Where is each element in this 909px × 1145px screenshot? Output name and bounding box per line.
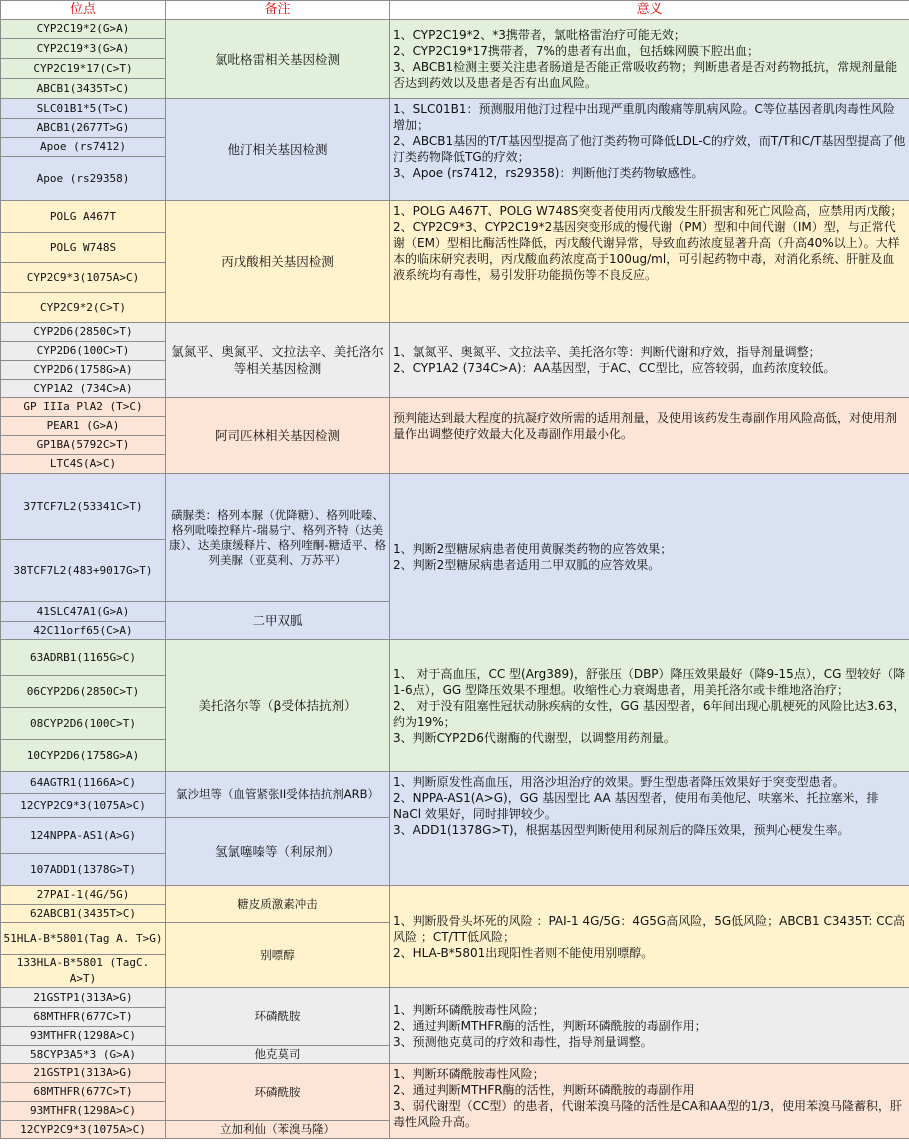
site-cell: CYP1A2 (734C>A)	[1, 380, 166, 398]
site-cell: 51HLA-B*5801(Tag A. T>G)	[1, 923, 166, 955]
site-cell: 41SLC47A1(G>A)	[1, 602, 166, 622]
site-cell: GP1BA(5792C>T)	[1, 436, 166, 455]
site-cell: PEAR1 (G>A)	[1, 417, 166, 436]
site-cell: 58CYP3A5*3 (G>A)	[1, 1046, 166, 1064]
site-cell: SLC01B1*5(T>C)	[1, 99, 166, 119]
site-cell: 64AGTR1(1166A>C)	[1, 772, 166, 794]
site-cell: CYP2C9*3(1075A>C)	[1, 263, 166, 293]
meaning-line: 1、POLG A467T、POLG W748S突变者使用丙戊酸发生肝损害和死亡风险高，应禁用丙戊酸；	[393, 204, 903, 218]
meaning-line: 2、ABCB1基因的T/T基因型提高了他汀类药物可降低LDL-C的疗效，而T/T和C/T基因型提高了他汀类药物降低TG的疗效；	[393, 134, 906, 164]
meaning-line: 1、SLC01B1：预测服用他汀过程中出现严重肌肉酸痛等肌病风险。C等位基因者肌肉毒性风险增加；	[393, 102, 895, 132]
site-cell: 68MTHFR(677C>T)	[1, 1083, 166, 1102]
site-cell: 124NPPA-AS1(A>G)	[1, 818, 166, 854]
meaning-cell	[390, 323, 909, 398]
site-cell: 10CYP2D6(1758G>A)	[1, 740, 166, 772]
site-cell: CYP2D6(2850C>T)	[1, 323, 166, 342]
site-cell: 107ADD1(1378G>T)	[1, 854, 166, 886]
meaning-cell	[390, 201, 909, 323]
meaning-line: 1、判断2型糖尿病患者使用黄脲类药物的应答效果；	[393, 541, 673, 556]
site-cell: 133HLA-B*5801 (TagC. A>T)	[1, 955, 166, 988]
note-cell: 氢氯噻嗪等（利尿剂）	[166, 818, 390, 886]
header-note: 备注	[166, 1, 390, 20]
site-cell: CYP2C19*17(C>T)	[1, 59, 166, 79]
site-cell: POLG W748S	[1, 233, 166, 263]
meaning-cell	[390, 20, 909, 99]
meaning-cell	[390, 772, 909, 886]
meaning-line: 1、判断环磷酰胺毒性风险；	[393, 1002, 545, 1017]
meaning-line: 2、NPPA-AS1(A>G)，GG 基因型比 AA 基因型者，使用布美他尼、呋塞米、托拉塞米，排 NaCl 效果好，同时排钾较少。	[393, 791, 879, 821]
note-cell: 糖皮质激素冲击	[166, 886, 390, 923]
site-cell: 93MTHFR(1298A>C)	[1, 1027, 166, 1046]
note-cell: 二甲双胍	[166, 602, 390, 640]
meaning-line: 2、CYP2C19*17携带者，7%的患者有出血，包括蛛网膜下腔出血；	[393, 44, 759, 58]
meaning-line: 2、CYP1A2 (734C>A)：AA基因型，于AC、CC型比，应答较弱，血药浓度较低。	[393, 361, 836, 375]
note-cell: 磺脲类：格列本脲（优降糖）、格列吡嗪、格列吡嗪控释片-瑞易宁、格列齐特（达美康）、达美康缓释片、格列喹酮-糖适平、格列美脲（亚莫利、万苏平）	[166, 474, 390, 602]
site-cell: ABCB1(2677T>G)	[1, 119, 166, 138]
site-cell: Apoe (rs29358)	[1, 157, 166, 201]
site-cell: 08CYP2D6(100C>T)	[1, 708, 166, 740]
note-cell: 氯吡格雷相关基因检测	[166, 20, 390, 99]
meaning-line: 3、弱代谢型（CC型）的患者，代谢苯溴马隆的活性是CA和AA型的1/3，使用苯溴马隆蓄积，肝毒性风险升高。	[393, 1099, 903, 1129]
meaning-line: 3、预测他克莫司的疗效和毒性，指导剂量调整。	[393, 1034, 653, 1049]
meaning-cell	[390, 640, 909, 772]
site-cell: 62ABCB1(3435T>C)	[1, 905, 166, 923]
meaning-line: 3、ABCB1检测主要关注患者肠道是否能正常吸收药物；判断患者是否对药物抵抗，常规剂量能否达到药效以及患者是否有出血风险。	[393, 60, 898, 90]
meaning-cell	[390, 474, 909, 640]
meaning-cell	[390, 398, 909, 474]
site-cell: 93MTHFR(1298A>C)	[1, 1102, 166, 1121]
meaning-line: 3、ADD1(1378G>T)，根据基因型判断使用利尿剂后的降压效果，预判心梗发生率。	[393, 823, 850, 837]
meaning-line: 1、判断原发性高血压，用洛沙坦治疗的效果。野生型患者降压效果好于突变型患者。	[393, 775, 845, 789]
header-site: 位点	[1, 1, 166, 20]
header-row	[1, 1, 909, 20]
site-cell: 42C11orf65(C>A)	[1, 622, 166, 640]
site-cell: CYP2C19*2(G>A)	[1, 20, 166, 39]
site-cell: 27PAI-1(4G/5G)	[1, 886, 166, 905]
meaning-cell	[390, 988, 909, 1064]
site-cell: LTC4S(A>C)	[1, 455, 166, 474]
meaning-line: 1、判断环磷酰胺毒性风险；	[393, 1067, 545, 1081]
note-cell: 阿司匹林相关基因检测	[166, 398, 390, 474]
site-cell: CYP2C9*2(C>T)	[1, 293, 166, 323]
note-cell: 美托洛尔等（β受体拮抗剂）	[166, 640, 390, 772]
meaning-cell	[390, 886, 909, 988]
meaning-line: 2、HLA-B*5801出现阳性者则不能使用别嘌醇。	[393, 945, 654, 960]
note-cell: 立加利仙（苯溴马隆）	[166, 1121, 390, 1139]
note-cell: 环磷酰胺	[166, 988, 390, 1046]
meaning-line: 2、通过判断MTHFR酶的活性，判断环磷酰胺的毒副作用；	[393, 1018, 707, 1033]
meaning-line: 3、Apoe (rs7412，rs29358)：判断他汀类药物敏感性。	[393, 166, 704, 180]
site-cell: 12CYP2C9*3(1075A>C)	[1, 1121, 166, 1139]
meaning-line: 1、CYP2C19*2、*3携带者，氯吡格雷治疗可能无效；	[393, 28, 686, 42]
site-cell: 21GSTP1(313A>G)	[1, 988, 166, 1008]
meaning-line: 2、CYP2C9*3、CYP2C19*2基因突变形成的慢代谢（PM）型和中间代谢（IM）型，与正常代谢（EM）型相比酶活性降低，丙戊酸代谢异常，导致血药浓度显著升高（升高40%以上）。大样本的临床研究表明，丙戊酸血药浓度高于100ug/ml，可引起药物中毒，对消化系统、肝脏及血液系统均有毒性，易引发肝功能损伤等不良反应。	[393, 220, 900, 282]
meaning-cell	[390, 99, 909, 201]
note-cell: 别嘌醇	[166, 923, 390, 988]
meaning-line: 1、判断股骨头坏死的风险 ：PAI-1 4G/5G：4G5G高风险，5G低风险；ABCB1 C3435T: CC高风险 ；CT/TT低风险；	[393, 913, 905, 944]
site-cell: CYP2D6(100C>T)	[1, 342, 166, 361]
site-cell: GP IIIa PlA2 (T>C)	[1, 398, 166, 417]
site-cell: Apoe (rs7412)	[1, 138, 166, 157]
meaning-line: 1、 对于高血压，CC 型(Arg389)，舒张压（DBP）降压效果最好（降9-15点），CG 型较好（降1-6点），GG 型降压效果不理想。收缩性心力衰竭患者，用美托洛尔或卡维地洛治疗；	[393, 666, 906, 697]
site-cell: 38TCF7L2(483+9017G>T)	[1, 540, 166, 602]
meaning-line: 2、 对于没有阻塞性冠状动脉疾病的女性，GG 基因型者，6年间出现心肌梗死的风险比达3.63，约为19%；	[393, 698, 906, 729]
site-cell: CYP2C19*3(G>A)	[1, 39, 166, 59]
note-cell: 氯沙坦等（血管紧张II受体拮抗剂ARB）	[166, 772, 390, 818]
site-cell: POLG A467T	[1, 201, 166, 233]
site-cell: 68MTHFR(677C>T)	[1, 1008, 166, 1027]
meaning-line: 2、判断2型糖尿病患者适用二甲双胍的应答效果。	[393, 557, 661, 572]
meaning-line: 预判能达到最大程度的抗凝疗效所需的适用剂量，及使用该药发生毒副作用风险高低，对使用剂量作出调整使疗效最大化及毒副作用最小化。	[393, 411, 898, 441]
header-meaning: 意义	[390, 1, 909, 20]
note-cell: 他克莫司	[166, 1046, 390, 1064]
site-cell: 12CYP2C9*3(1075A>C)	[1, 794, 166, 818]
site-cell: 21GSTP1(313A>G)	[1, 1064, 166, 1083]
note-cell: 氯氮平、奥氮平、文拉法辛、美托洛尔等相关基因检测	[166, 323, 390, 398]
note-cell: 他汀相关基因检测	[166, 99, 390, 201]
note-cell: 环磷酰胺	[166, 1064, 390, 1121]
note-cell: 丙戊酸相关基因检测	[166, 201, 390, 323]
meaning-cell	[390, 1064, 909, 1139]
meaning-line: 3、判断CYP2D6代谢酶的代谢型，以调整用药剂量。	[393, 730, 676, 745]
site-cell: 37TCF7L2(53341C>T)	[1, 474, 166, 540]
site-cell: CYP2D6(1758G>A)	[1, 361, 166, 380]
meaning-line: 1、氯氮平、奥氮平、文拉法辛、美托洛尔等：判断代谢和疗效，指导剂量调整；	[393, 345, 821, 359]
site-cell: ABCB1(3435T>C)	[1, 79, 166, 99]
site-cell: 63ADRB1(1165G>C)	[1, 640, 166, 676]
site-cell: 06CYP2D6(2850C>T)	[1, 676, 166, 708]
meaning-line: 2、通过判断MTHFR酶的活性，判断环磷酰胺的毒副作用	[393, 1083, 695, 1097]
